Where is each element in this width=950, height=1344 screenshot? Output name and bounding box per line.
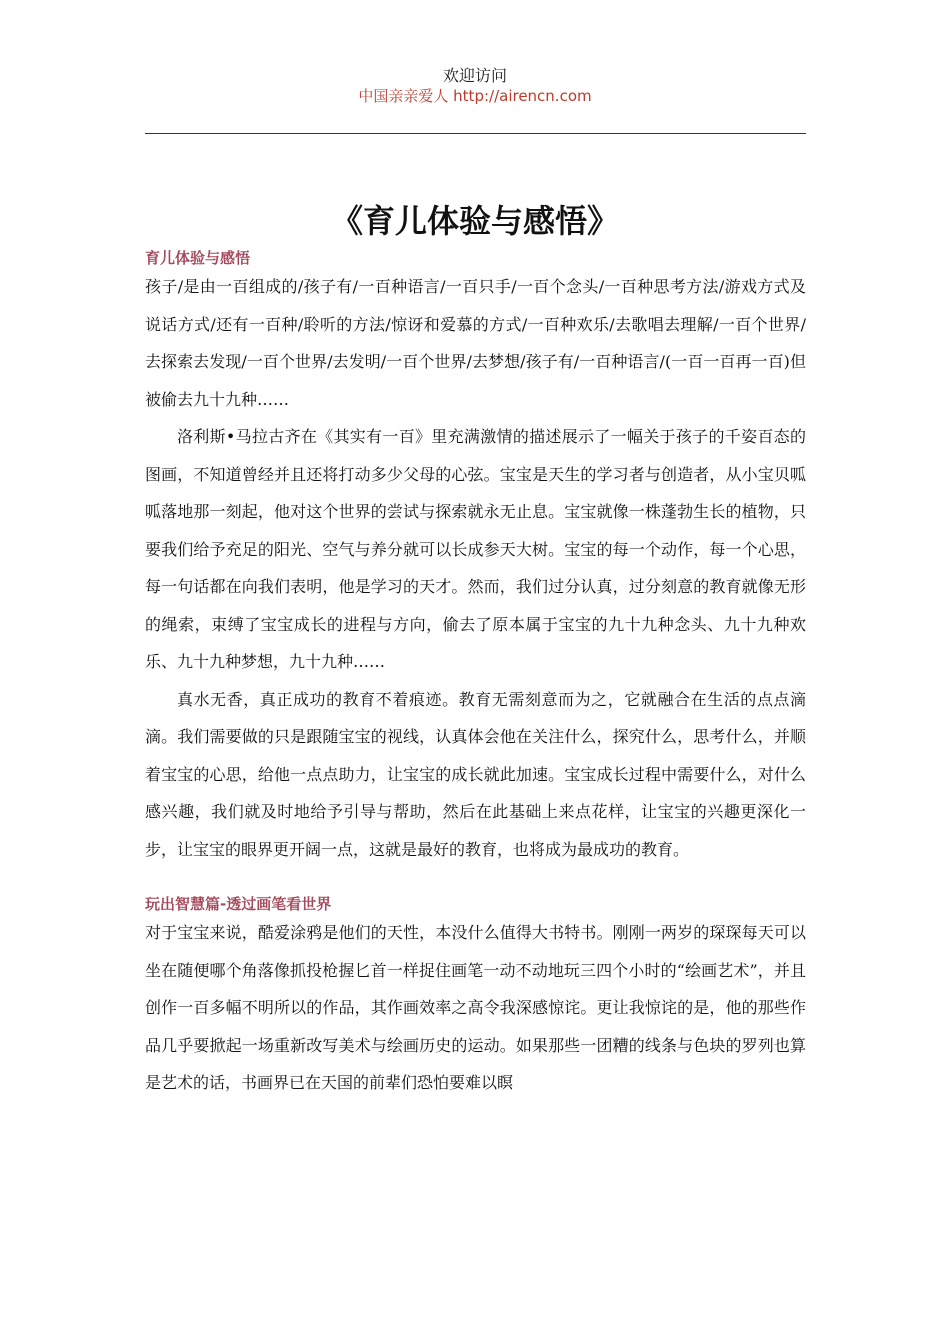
site-line bbox=[0, 86, 950, 106]
page-header bbox=[0, 66, 950, 106]
site-url-link[interactable]: http://airencn.com bbox=[453, 87, 592, 105]
document-body bbox=[145, 248, 806, 1102]
section-heading-2: 玩出智慧篇-透过画笔看世界 bbox=[145, 895, 332, 913]
welcome-text: 欢迎访问 bbox=[442, 66, 507, 85]
paragraph-poem: 孩子/是由一百组成的/孩子有/一百种语言/一百只手/一百个念头/一百种思考方法/游戏方式及说话方式/还有一百种/聆听的方法/惊讶和爱慕的方式/一百种欢乐/去歌唱去理解/一百个世界/去探索去发现/一百个世界/去发明/一百个世界/去梦想/孩子有/一百种语言/(一百一百再一百)但被偷去九十九种…… bbox=[145, 277, 806, 409]
section-heading-1: 育儿体验与感悟 bbox=[145, 249, 251, 267]
document-title: 《育儿体验与感悟》 bbox=[330, 202, 619, 240]
header-divider bbox=[145, 133, 806, 134]
paragraph-drawing: 对于宝宝来说，酷爱涂鸦是他们的天性，本没什么值得大书特书。刚刚一两岁的琛琛每天可以坐在随便哪个角落像抓投枪握匕首一样捉住画笔一动不动地玩三四个小时的“绘画艺术”，并且创作一百多幅不明所以的作品，其作画效率之高令我深感惊诧。更让我惊诧的是，他的那些作品几乎要掀起一场重新改写美术与绘画历史的运动。如果那些一团糟的线条与色块的罗列也算是艺术的话，书画界已在天国的前辈们恐怕要难以瞑 bbox=[145, 923, 806, 1092]
paragraph-education: 真水无香，真正成功的教育不着痕迹。教育无需刻意而为之，它就融合在生活的点点滴滴。我们需要做的只是跟随宝宝的视线，认真体会他在关注什么，探究什么，思考什么，并顺着宝宝的心思，给他一点点助力，让宝宝的成长就此加速。宝宝成长过程中需要什么，对什么感兴趣，我们就及时地给予引导与帮助，然后在此基础上来点花样，让宝宝的兴趣更深化一步，让宝宝的眼界更开阔一点，这就是最好的教育，也将成为最成功的教育。 bbox=[145, 689, 806, 859]
paragraph-malaguzzi: 洛利斯•马拉古齐在《其实有一百》里充满激情的描述展示了一幅关于孩子的千姿百态的图画，不知道曾经并且还将打动多少父母的心弦。宝宝是天生的学习者与创造者，从小宝贝呱呱落地那一刻起，他对这个世界的尝试与探索就永无止息。宝宝就像一株蓬勃生长的植物，只要我们给予充足的阳光、空气与养分就可以长成参天大树。宝宝的每一个动作，每一个心思，每一句话都在向我们表明，他是学习的天才。然而，我们过分认真，过分刻意的教育就像无形的绳索，束缚了宝宝成长的进程与方向，偷去了原本属于宝宝的九十九种念头、九十九种欢乐、九十九种梦想，九十九种…… bbox=[145, 427, 806, 671]
site-name: 中国亲亲爱人 bbox=[358, 87, 449, 105]
